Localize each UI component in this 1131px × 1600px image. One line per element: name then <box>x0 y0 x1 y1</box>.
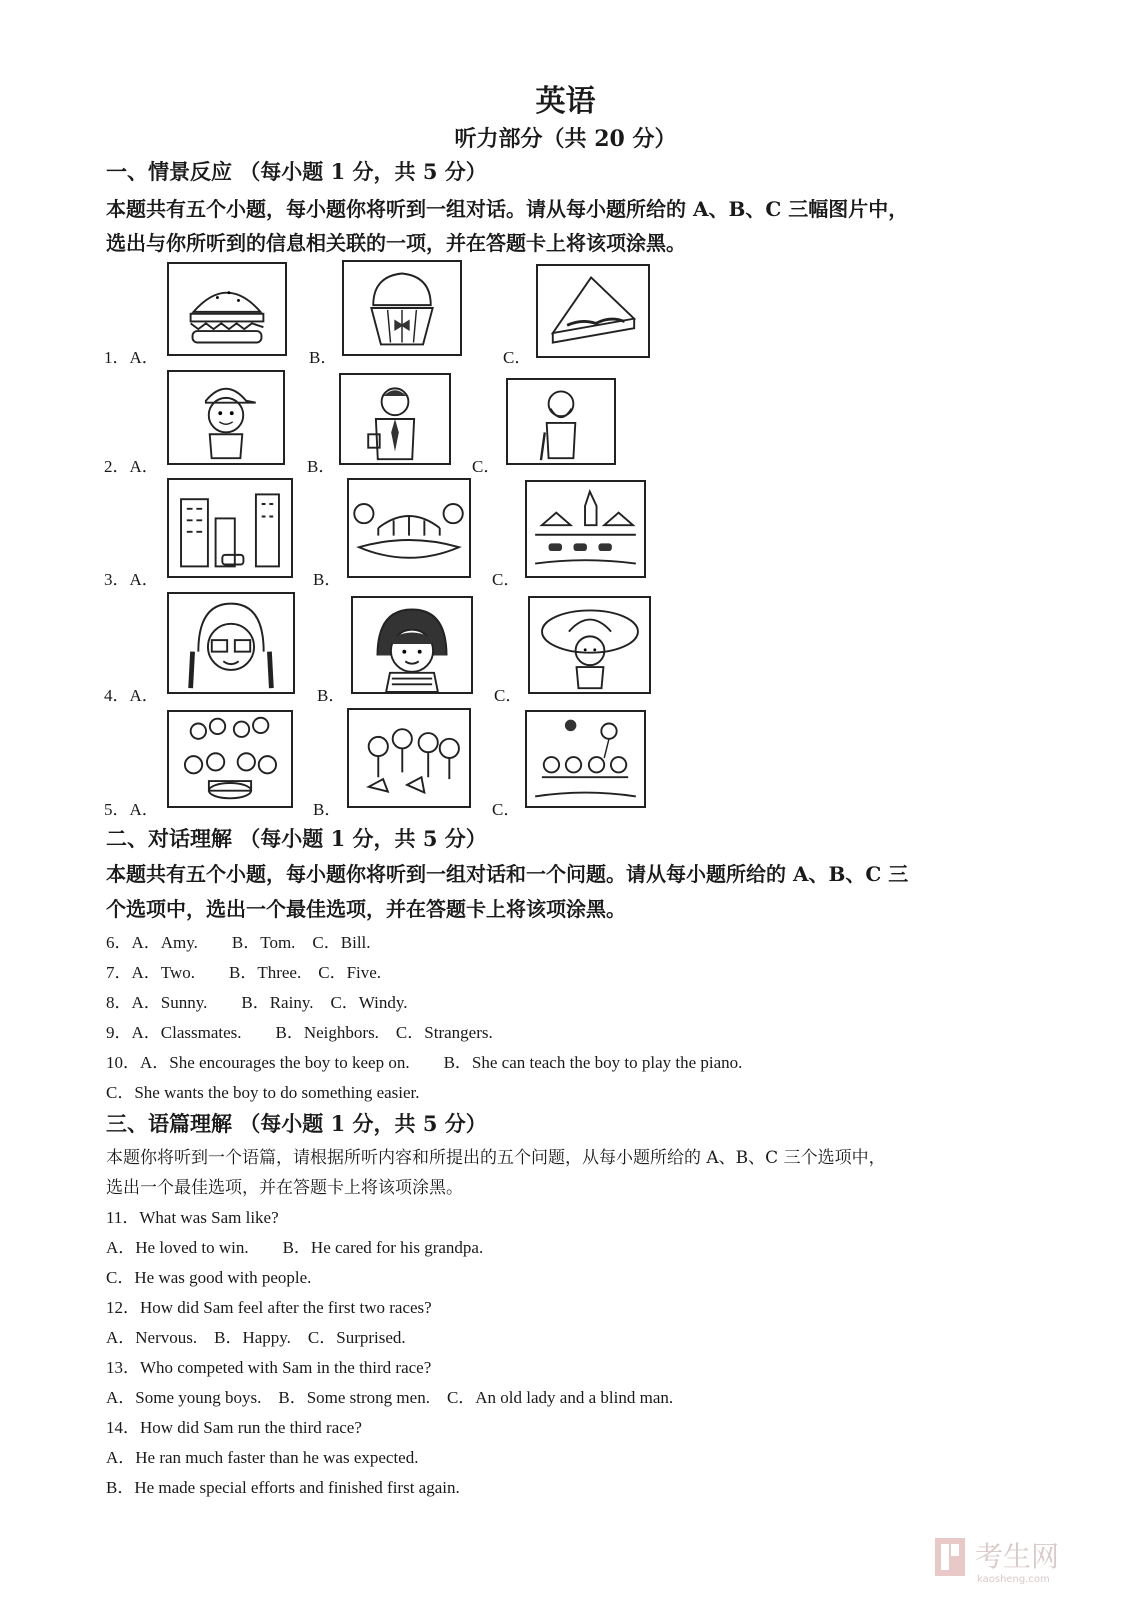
page-title: 英语 <box>535 84 596 119</box>
q1-label-b: B． <box>309 348 338 367</box>
q4-label-b: B． <box>317 686 346 705</box>
question-11: 11．What was Sam like? <box>106 1208 279 1227</box>
cupcake-icon <box>342 260 462 356</box>
q2-label-b: B． <box>307 457 336 476</box>
question-9: 9．A．Classmates. B．Neighbors. C．Strangers. <box>106 1023 493 1042</box>
question-13-options: A．Some young boys. B．Some strong men. C．An old lady and a blind man. <box>106 1388 674 1407</box>
q4-label-c: C． <box>494 686 523 705</box>
question-14-option-a: A．He ran much faster than he was expected. <box>106 1448 419 1467</box>
q1-label-c: C． <box>503 348 532 367</box>
section2-heading: 二、对话理解 （每小题 1 分，共 5 分） <box>106 826 487 851</box>
q3-label-a: 3．A． <box>104 570 159 589</box>
section2-instruction-1: 本题共有五个小题，每小题你将听到一组对话和一个问题。请从每小题所给的 A、B、C 三 <box>106 862 909 886</box>
question-7: 7．A．Two. B．Three. C．Five. <box>106 963 382 982</box>
village-icon <box>525 480 646 578</box>
q2-label-c: C． <box>472 457 501 476</box>
question-6: 6．A．Amy. B．Tom. C．Bill. <box>106 933 371 952</box>
question-10-option-c: C．She wants the boy to do something easier. <box>106 1083 420 1102</box>
question-14-option-b: B．He made special efforts and finished first again. <box>106 1478 460 1497</box>
q5-label-a: 5．A． <box>104 800 159 819</box>
watermark-subtext: kaosheng.com <box>977 1574 1050 1585</box>
man-icon <box>339 373 451 465</box>
kids-kites-icon <box>347 708 471 808</box>
old-man-icon <box>506 378 616 465</box>
q1-label-a: 1．A． <box>104 348 159 367</box>
q4-label-a: 4．A． <box>104 686 159 705</box>
watermark-logo <box>931 1530 1091 1586</box>
q3-label-b: B． <box>313 570 342 589</box>
question-11-options-ab: A．He loved to win. B．He cared for his grandpa. <box>106 1238 484 1257</box>
watermark-text: 考生网 <box>975 1540 1060 1573</box>
kids-outdoors-icon <box>525 710 646 808</box>
q5-label-c: C． <box>492 800 521 819</box>
question-13: 13．Who competed with Sam in the third race? <box>106 1358 432 1377</box>
section1-instruction-2: 选出与你所听到的信息相关联的一项，并在答题卡上将该项涂黑。 <box>106 231 686 255</box>
q2-label-a: 2．A． <box>104 457 159 476</box>
section1-instruction-1: 本题共有五个小题，每小题你将听到一组对话。请从每小题所给的 A、B、C 三幅图片中， <box>106 197 909 221</box>
park-icon <box>347 478 471 578</box>
hamburger-icon <box>167 262 287 356</box>
section2-instruction-2: 个选项中，选出一个最佳选项，并在答题卡上将该项涂黑。 <box>106 897 626 921</box>
girl-bangs-icon <box>351 596 473 694</box>
section3-instruction-1: 本题你将听到一个语篇，请根据所听内容和所提出的五个问题，从每小题所给的 A、B、C 三个选项中， <box>106 1148 886 1168</box>
girl-hat-icon <box>528 596 651 694</box>
q5-label-b: B． <box>313 800 342 819</box>
question-8: 8．A．Sunny. B．Rainy. C．Windy. <box>106 993 408 1012</box>
section3-heading: 三、语篇理解 （每小题 1 分，共 5 分） <box>106 1111 487 1136</box>
section1-heading: 一、情景反应 （每小题 1 分，共 5 分） <box>106 159 487 184</box>
section3-instruction-2: 选出一个最佳选项，并在答题卡上将该项涂黑。 <box>106 1178 463 1198</box>
question-12: 12．How did Sam feel after the first two races? <box>106 1298 432 1317</box>
page-subtitle: 听力部分（共 20 分） <box>454 126 677 152</box>
q3-label-c: C． <box>492 570 521 589</box>
girl-glasses-icon <box>167 592 295 694</box>
question-14: 14．How did Sam run the third race? <box>106 1418 362 1437</box>
city-icon <box>167 478 293 578</box>
boy-icon <box>167 370 285 465</box>
question-12-options: A．Nervous. B．Happy. C．Surprised. <box>106 1328 406 1347</box>
birthday-party-icon <box>167 710 293 808</box>
question-11-option-c: C．He was good with people. <box>106 1268 312 1287</box>
question-10: 10．A．She encourages the boy to keep on. B．She can teach the boy to play the piano. <box>106 1053 743 1072</box>
sandwich-icon <box>536 264 650 358</box>
